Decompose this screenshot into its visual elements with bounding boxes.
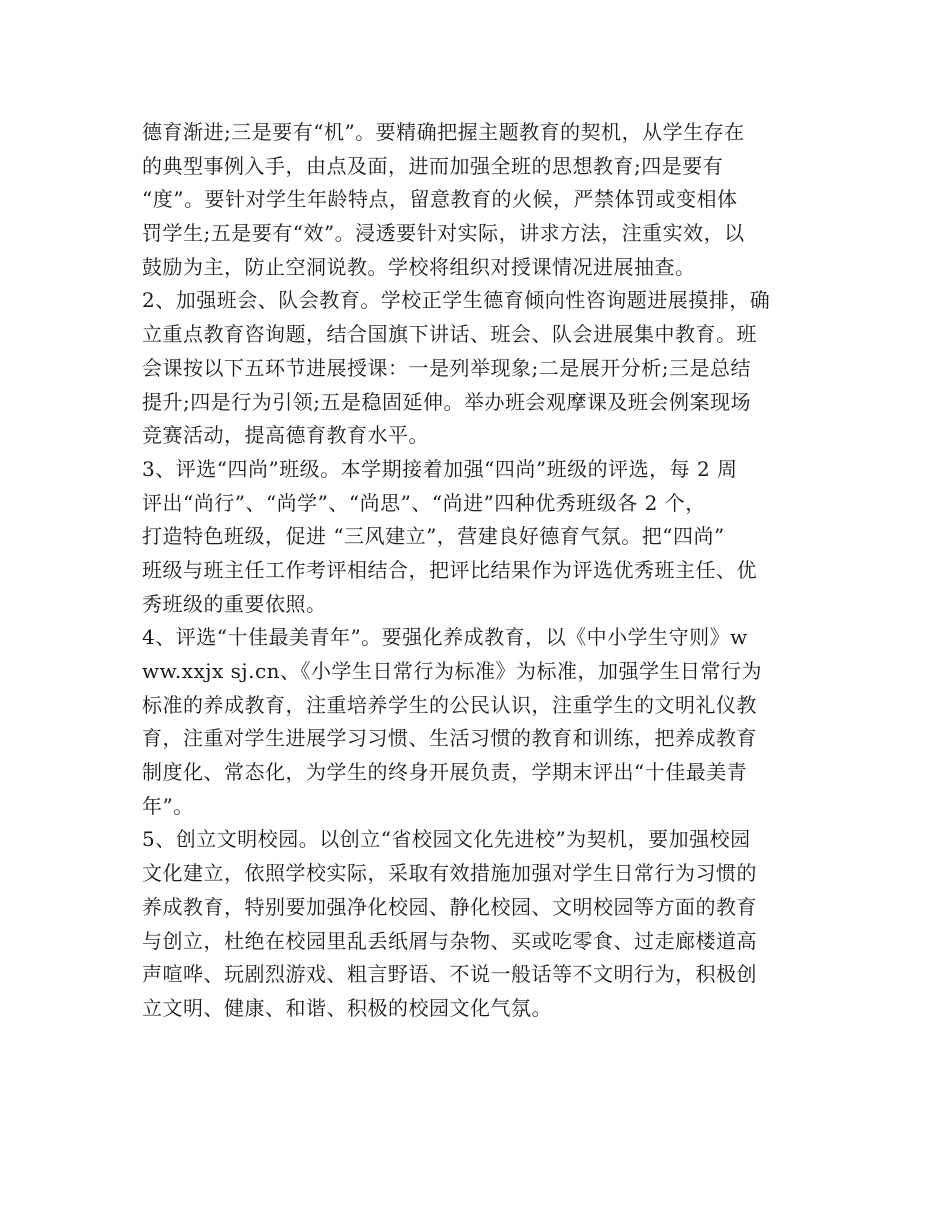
text-line: 提升;四是行为引领;五是稳固延伸。举办班会观摩课及班会例案现场 bbox=[142, 389, 751, 414]
text-line: “度”。要针对学生年龄特点，留意教育的火候，严禁体罚或变相体 bbox=[142, 187, 738, 212]
text-line: 竞赛活动，提高德育教育水平。 bbox=[142, 423, 429, 448]
text-line: 打造特色班级，促进 “三风建立”，营建良好德育气氛。把“四尚” bbox=[142, 524, 725, 549]
text-line: 会课按以下五环节进展授课：一是列举现象;二是展开分析;三是总结 bbox=[142, 355, 751, 380]
text-line: 文化建立，依照学校实际，采取有效措施加强对学生日常行为习惯的 bbox=[142, 861, 757, 886]
text-line: 班级与班主任工作考评相结合，把评比结果作为评选优秀班主任、优 bbox=[142, 557, 757, 582]
text-line: 2、加强班会、队会教育。学校正学生德育倾向性咨询题进展摸排，确 bbox=[142, 288, 771, 313]
text-line: 罚学生;五是要有“效”。浸透要针对实际，讲求方法，注重实效，以 bbox=[142, 221, 745, 246]
text-line: 5、创立文明校园。以创立“省校园文化先进校”为契机，要加强校园 bbox=[142, 827, 751, 852]
text-line: 年”。 bbox=[142, 793, 194, 818]
text-line: 声喧哗、玩剧烈游戏、粗言野语、不说一般话等不文明行为，积极创 bbox=[142, 962, 757, 987]
text-line: ww.xxjx sj.cn、《小学生日常行为标准》为标准，加强学生日常行为 bbox=[142, 659, 763, 683]
text-line: 制度化、常态化，为学生的终身开展负责，学期末评出“十佳最美青 bbox=[142, 760, 748, 785]
text-line: 育，注重对学生进展学习习惯、生活习惯的教育和训练，把养成教育 bbox=[142, 726, 757, 751]
text-line: 与创立，杜绝在校园里乱丢纸屑与杂物、买或吃零食、过走廊楼道高 bbox=[142, 928, 757, 953]
text-line: 4、评选“十佳最美青年”。要强化养成教育，以《中小学生守则》w bbox=[142, 625, 748, 650]
document-body bbox=[142, 116, 842, 1026]
text-line: 立重点教育咨询题，结合国旗下讲话、班会、队会进展集中教育。班 bbox=[142, 322, 757, 347]
text-line: 3、评选“四尚”班级。本学期接着加强“四尚”班级的评选，每 2 周 bbox=[142, 456, 738, 481]
text-line: 德育渐进;三是要有“机”。要精确把握主题教育的契机，从学生存在 bbox=[142, 120, 745, 144]
text-line: 评出“尚行”、“尚学”、“尚思”、“尚进”四种优秀班级各 2 个， bbox=[142, 490, 706, 515]
text-line: 鼓励为主，防止空洞说教。学校将组织对授课情况进展抽查。 bbox=[142, 254, 696, 279]
text-line: 立文明、健康、和谐、积极的校园文化气氛。 bbox=[142, 995, 552, 1020]
text-line: 的典型事例入手，由点及面，进而加强全班的思想教育;四是要有 bbox=[142, 153, 724, 178]
text-line: 养成教育，特别要加强净化校园、静化校园、文明校园等方面的教育 bbox=[142, 894, 757, 919]
text-line: 秀班级的重要依照。 bbox=[142, 591, 327, 616]
text-line: 标准的养成教育，注重培养学生的公民认识，注重学生的文明礼仪教 bbox=[142, 692, 757, 717]
